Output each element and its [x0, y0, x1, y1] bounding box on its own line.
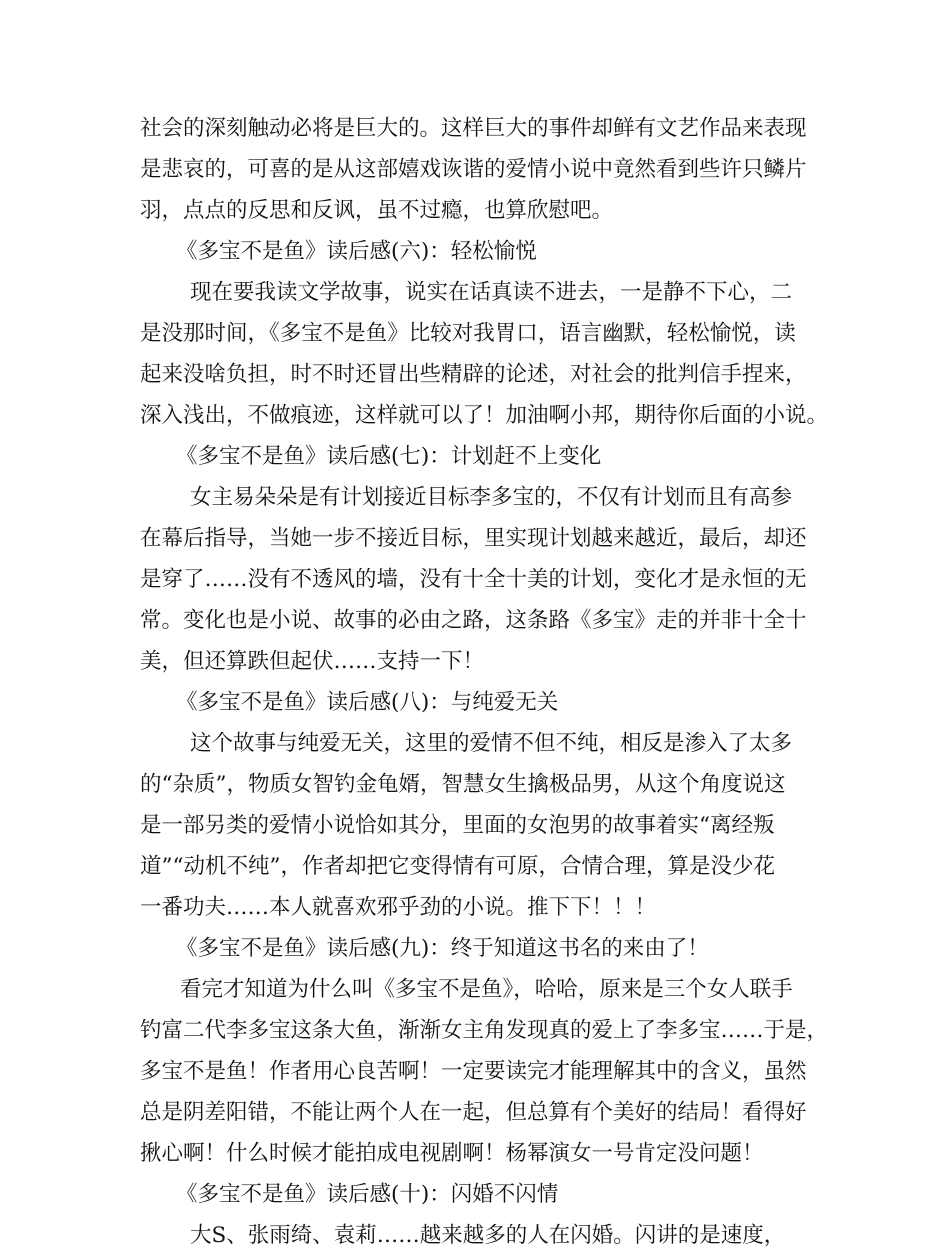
section-heading: 《多宝不是鱼》读后感(十)：闪婚不闪情: [176, 1182, 559, 1207]
paragraph-line: 常。变化也是小说、故事的必由之路，这条路《多宝》走的并非十全十: [140, 608, 807, 633]
paragraph-line: 羽，点点的反思和反讽，虽不过瘾，也算欣慰吧。: [140, 198, 614, 223]
paragraph-line: 是没那时间，《多宝不是鱼》比较对我胃口，语言幽默，轻松愉悦，读: [140, 321, 796, 346]
paragraph-line: 女主易朵朵是有计划接近目标李多宝的，不仅有计划而且有高参: [190, 485, 793, 510]
document-body: [140, 108, 829, 1256]
paragraph-line: 大S、张雨绮、袁莉……越来越多的人在闪婚。闪讲的是速度，: [190, 1223, 786, 1248]
paragraph-line: 是悲哀的，可喜的是从这部嬉戏诙谐的爱情小说中竟然看到些许只鳞片: [140, 157, 807, 182]
paragraph-line: 揪心啊！什么时候才能拍成电视剧啊！杨幂演女一号肯定没问题！: [140, 1141, 764, 1166]
section-heading: 《多宝不是鱼》读后感(六)：轻松愉悦: [176, 239, 537, 264]
paragraph-line: 看完才知道为什么叫《多宝不是鱼》，哈哈，原来是三个女人联手: [180, 977, 793, 1002]
paragraph-line: 是穿了……没有不透风的墙，没有十全十美的计划，变化才是永恒的无: [140, 567, 807, 592]
paragraph-line: 是一部另类的爱情小说恰如其分，里面的女泡男的故事着实“离经叛: [140, 813, 775, 838]
section-heading: 《多宝不是鱼》读后感(七)：计划赶不上变化: [176, 444, 602, 469]
paragraph-line: 社会的深刻触动必将是巨大的。这样巨大的事件却鲜有文艺作品来表现: [140, 116, 807, 141]
paragraph-line: 美，但还算跌但起伏……支持一下！: [140, 649, 485, 674]
section-heading: 《多宝不是鱼》读后感(八)：与纯爱无关: [176, 690, 559, 715]
paragraph-line: 多宝不是鱼！作者用心良苦啊！一定要读完才能理解其中的含义，虽然: [140, 1059, 807, 1084]
paragraph-line: 的“杂质”，物质女智钓金龟婿，智慧女生擒极品男，从这个角度说这: [140, 772, 786, 797]
paragraph-line: 钓富二代李多宝这条大鱼，渐渐女主角发现真的爱上了李多宝……于是，: [140, 1018, 829, 1043]
paragraph-line: 现在要我读文学故事，说实在话真读不进去，一是静不下心，二: [190, 280, 793, 305]
section-heading: 《多宝不是鱼》读后感(九)：终于知道这书名的来由了！: [176, 936, 709, 961]
paragraph-line: 这个故事与纯爱无关，这里的爱情不但不纯，相反是渗入了太多: [190, 731, 793, 756]
paragraph-line: 深入浅出，不做痕迹，这样就可以了！加油啊小邦，期待你后面的小说。: [140, 403, 829, 428]
paragraph-line: 总是阴差阳错，不能让两个人在一起，但总算有个美好的结局！看得好: [140, 1100, 807, 1125]
paragraph-line: 道”“动机不纯”，作者却把它变得情有可原，合情合理，算是没少花: [140, 854, 775, 879]
paragraph-line: 一番功夫……本人就喜欢邪乎劲的小说。推下下！！！: [140, 895, 657, 920]
paragraph-line: 在幕后指导，当她一步不接近目标，里实现计划越来越近，最后，却还: [140, 526, 807, 551]
paragraph-line: 起来没啥负担，时不时还冒出些精辟的论述，对社会的批判信手捏来，: [140, 362, 807, 387]
